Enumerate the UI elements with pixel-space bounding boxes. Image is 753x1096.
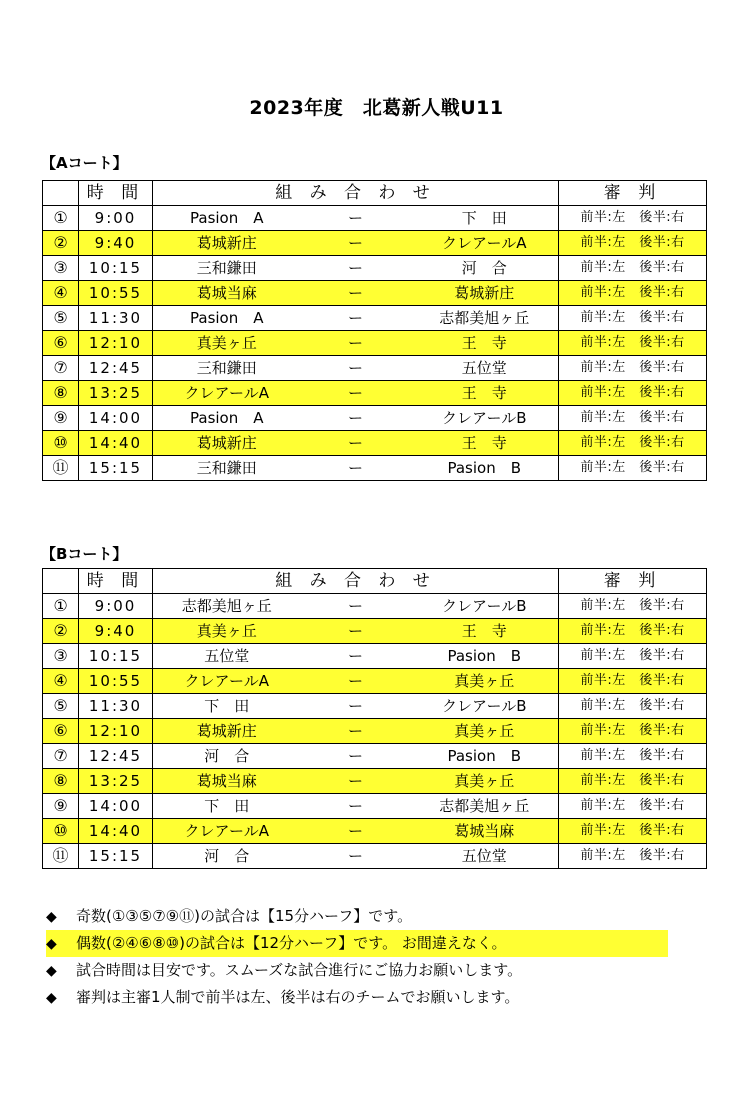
match-number: ② bbox=[43, 231, 79, 256]
header-time: 時 間 bbox=[79, 569, 153, 594]
table-row bbox=[43, 619, 707, 644]
home-team: 河 合 bbox=[153, 844, 301, 869]
diamond-bullet-icon: ◆ bbox=[46, 990, 57, 1006]
diamond-bullet-icon: ◆ bbox=[46, 909, 57, 925]
match-time: 14:40 bbox=[79, 431, 153, 456]
versus-dash: ー bbox=[301, 719, 411, 744]
table-row bbox=[43, 331, 707, 356]
versus-dash: ー bbox=[301, 431, 411, 456]
referee-assignment: 前半:左 後半:右 bbox=[559, 406, 707, 431]
home-team: 葛城新庄 bbox=[153, 431, 301, 456]
note-item bbox=[46, 930, 668, 957]
match-number: ⑥ bbox=[43, 719, 79, 744]
match-time: 14:00 bbox=[79, 794, 153, 819]
away-team: 真美ヶ丘 bbox=[411, 769, 559, 794]
match-number: ⑩ bbox=[43, 819, 79, 844]
header-matchup: 組 み 合 わ せ bbox=[153, 569, 559, 594]
match-time: 12:10 bbox=[79, 331, 153, 356]
note-text: 偶数(②④⑥⑧⑩)の試合は【12分ハーフ】です。 お間違えなく。 bbox=[76, 934, 507, 952]
away-team: 葛城当麻 bbox=[411, 819, 559, 844]
match-number: ⑪ bbox=[43, 456, 79, 481]
referee-assignment: 前半:左 後半:右 bbox=[559, 206, 707, 231]
match-time: 9:40 bbox=[79, 231, 153, 256]
referee-assignment: 前半:左 後半:右 bbox=[559, 431, 707, 456]
match-number: ⑦ bbox=[43, 356, 79, 381]
away-team: 真美ヶ丘 bbox=[411, 719, 559, 744]
table-header-row bbox=[43, 569, 707, 594]
away-team: 葛城新庄 bbox=[411, 281, 559, 306]
referee-assignment: 前半:左 後半:右 bbox=[559, 456, 707, 481]
referee-assignment: 前半:左 後半:右 bbox=[559, 231, 707, 256]
table-row bbox=[43, 306, 707, 331]
header-referee: 審 判 bbox=[559, 569, 707, 594]
table-row bbox=[43, 206, 707, 231]
away-team: クレアールA bbox=[411, 231, 559, 256]
home-team: 志都美旭ヶ丘 bbox=[153, 594, 301, 619]
header-blank-cell bbox=[43, 181, 79, 206]
match-time: 10:55 bbox=[79, 281, 153, 306]
home-team: Pasion A bbox=[153, 206, 301, 231]
referee-assignment: 前半:左 後半:右 bbox=[559, 356, 707, 381]
diamond-bullet-icon: ◆ bbox=[46, 936, 57, 952]
referee-assignment: 前半:左 後半:右 bbox=[559, 669, 707, 694]
court-b-table bbox=[42, 568, 707, 869]
versus-dash: ー bbox=[301, 406, 411, 431]
referee-assignment: 前半:左 後半:右 bbox=[559, 694, 707, 719]
match-number: ④ bbox=[43, 669, 79, 694]
home-team: Pasion A bbox=[153, 406, 301, 431]
table-row bbox=[43, 231, 707, 256]
away-team: 王 寺 bbox=[411, 619, 559, 644]
away-team: 王 寺 bbox=[411, 431, 559, 456]
table-row bbox=[43, 669, 707, 694]
table-row bbox=[43, 794, 707, 819]
away-team: 王 寺 bbox=[411, 381, 559, 406]
home-team: 葛城当麻 bbox=[153, 769, 301, 794]
match-number: ④ bbox=[43, 281, 79, 306]
home-team: 三和鎌田 bbox=[153, 356, 301, 381]
table-row bbox=[43, 281, 707, 306]
match-time: 15:15 bbox=[79, 844, 153, 869]
match-time: 10:55 bbox=[79, 669, 153, 694]
versus-dash: ー bbox=[301, 306, 411, 331]
versus-dash: ー bbox=[301, 206, 411, 231]
table-row bbox=[43, 844, 707, 869]
table-row bbox=[43, 744, 707, 769]
versus-dash: ー bbox=[301, 669, 411, 694]
notes-list bbox=[46, 903, 668, 1011]
home-team: 下 田 bbox=[153, 794, 301, 819]
home-team: 葛城当麻 bbox=[153, 281, 301, 306]
versus-dash: ー bbox=[301, 231, 411, 256]
versus-dash: ー bbox=[301, 794, 411, 819]
versus-dash: ー bbox=[301, 744, 411, 769]
table-row bbox=[43, 381, 707, 406]
match-number: ⑧ bbox=[43, 769, 79, 794]
header-matchup: 組 み 合 わ せ bbox=[153, 181, 559, 206]
versus-dash: ー bbox=[301, 381, 411, 406]
match-number: ① bbox=[43, 206, 79, 231]
versus-dash: ー bbox=[301, 331, 411, 356]
home-team: Pasion A bbox=[153, 306, 301, 331]
match-time: 12:45 bbox=[79, 744, 153, 769]
versus-dash: ー bbox=[301, 644, 411, 669]
home-team: 真美ヶ丘 bbox=[153, 619, 301, 644]
home-team: 葛城新庄 bbox=[153, 719, 301, 744]
match-number: ⑤ bbox=[43, 306, 79, 331]
versus-dash: ー bbox=[301, 256, 411, 281]
referee-assignment: 前半:左 後半:右 bbox=[559, 644, 707, 669]
table-row bbox=[43, 406, 707, 431]
referee-assignment: 前半:左 後半:右 bbox=[559, 769, 707, 794]
header-time: 時 間 bbox=[79, 181, 153, 206]
home-team: 三和鎌田 bbox=[153, 256, 301, 281]
match-number: ⑨ bbox=[43, 406, 79, 431]
away-team: Pasion B bbox=[411, 644, 559, 669]
page-title: 2023年度 北葛新人戦U11 bbox=[249, 97, 504, 119]
away-team: 志都美旭ヶ丘 bbox=[411, 306, 559, 331]
match-time: 15:15 bbox=[79, 456, 153, 481]
home-team: 河 合 bbox=[153, 744, 301, 769]
away-team: クレアールB bbox=[411, 694, 559, 719]
match-number: ① bbox=[43, 594, 79, 619]
away-team: 志都美旭ヶ丘 bbox=[411, 794, 559, 819]
match-time: 11:30 bbox=[79, 694, 153, 719]
table-row bbox=[43, 431, 707, 456]
away-team: 五位堂 bbox=[411, 844, 559, 869]
away-team: 河 合 bbox=[411, 256, 559, 281]
match-time: 14:00 bbox=[79, 406, 153, 431]
versus-dash: ー bbox=[301, 844, 411, 869]
away-team: 下 田 bbox=[411, 206, 559, 231]
court-a-label: 【Aコート】 bbox=[41, 154, 128, 172]
versus-dash: ー bbox=[301, 694, 411, 719]
note-text: 試合時間は目安です。スムーズな試合進行にご協力お願いします。 bbox=[76, 961, 523, 979]
away-team: 五位堂 bbox=[411, 356, 559, 381]
referee-assignment: 前半:左 後半:右 bbox=[559, 306, 707, 331]
court-b-label: 【Bコート】 bbox=[41, 545, 128, 563]
match-number: ⑥ bbox=[43, 331, 79, 356]
referee-assignment: 前半:左 後半:右 bbox=[559, 844, 707, 869]
match-number: ⑧ bbox=[43, 381, 79, 406]
versus-dash: ー bbox=[301, 281, 411, 306]
note-item bbox=[46, 957, 668, 984]
match-time: 12:10 bbox=[79, 719, 153, 744]
versus-dash: ー bbox=[301, 619, 411, 644]
table-row bbox=[43, 769, 707, 794]
table-header-row bbox=[43, 181, 707, 206]
referee-assignment: 前半:左 後半:右 bbox=[559, 794, 707, 819]
away-team: 真美ヶ丘 bbox=[411, 669, 559, 694]
referee-assignment: 前半:左 後半:右 bbox=[559, 619, 707, 644]
match-time: 9:40 bbox=[79, 619, 153, 644]
home-team: 五位堂 bbox=[153, 644, 301, 669]
versus-dash: ー bbox=[301, 819, 411, 844]
home-team: クレアールA bbox=[153, 819, 301, 844]
away-team: Pasion B bbox=[411, 456, 559, 481]
home-team: 葛城新庄 bbox=[153, 231, 301, 256]
match-time: 13:25 bbox=[79, 381, 153, 406]
home-team: クレアールA bbox=[153, 381, 301, 406]
match-number: ③ bbox=[43, 644, 79, 669]
match-time: 10:15 bbox=[79, 644, 153, 669]
table-row bbox=[43, 644, 707, 669]
home-team: 真美ヶ丘 bbox=[153, 331, 301, 356]
away-team: クレアールB bbox=[411, 594, 559, 619]
referee-assignment: 前半:左 後半:右 bbox=[559, 331, 707, 356]
home-team: 下 田 bbox=[153, 694, 301, 719]
referee-assignment: 前半:左 後半:右 bbox=[559, 281, 707, 306]
referee-assignment: 前半:左 後半:右 bbox=[559, 256, 707, 281]
table-row bbox=[43, 594, 707, 619]
match-time: 14:40 bbox=[79, 819, 153, 844]
note-item bbox=[46, 903, 668, 930]
table-row bbox=[43, 256, 707, 281]
table-row bbox=[43, 694, 707, 719]
away-team: 王 寺 bbox=[411, 331, 559, 356]
versus-dash: ー bbox=[301, 356, 411, 381]
referee-assignment: 前半:左 後半:右 bbox=[559, 381, 707, 406]
diamond-bullet-icon: ◆ bbox=[46, 963, 57, 979]
versus-dash: ー bbox=[301, 456, 411, 481]
match-number: ⑦ bbox=[43, 744, 79, 769]
home-team: クレアールA bbox=[153, 669, 301, 694]
note-text: 審判は主審1人制で前半は左、後半は右のチームでお願いします。 bbox=[76, 988, 520, 1006]
note-text: 奇数(①③⑤⑦⑨⑪)の試合は【15分ハーフ】です。 bbox=[76, 907, 413, 925]
match-time: 10:15 bbox=[79, 256, 153, 281]
match-time: 13:25 bbox=[79, 769, 153, 794]
match-time: 9:00 bbox=[79, 206, 153, 231]
table-row bbox=[43, 719, 707, 744]
away-team: Pasion B bbox=[411, 744, 559, 769]
match-number: ⑪ bbox=[43, 844, 79, 869]
away-team: クレアールB bbox=[411, 406, 559, 431]
match-time: 11:30 bbox=[79, 306, 153, 331]
referee-assignment: 前半:左 後半:右 bbox=[559, 744, 707, 769]
note-item bbox=[46, 984, 668, 1011]
referee-assignment: 前半:左 後半:右 bbox=[559, 719, 707, 744]
match-number: ⑩ bbox=[43, 431, 79, 456]
header-referee: 審 判 bbox=[559, 181, 707, 206]
referee-assignment: 前半:左 後半:右 bbox=[559, 594, 707, 619]
home-team: 三和鎌田 bbox=[153, 456, 301, 481]
table-row bbox=[43, 356, 707, 381]
match-number: ⑨ bbox=[43, 794, 79, 819]
match-time: 12:45 bbox=[79, 356, 153, 381]
versus-dash: ー bbox=[301, 594, 411, 619]
match-number: ③ bbox=[43, 256, 79, 281]
referee-assignment: 前半:左 後半:右 bbox=[559, 819, 707, 844]
table-row bbox=[43, 456, 707, 481]
versus-dash: ー bbox=[301, 769, 411, 794]
match-number: ② bbox=[43, 619, 79, 644]
header-blank-cell bbox=[43, 569, 79, 594]
table-row bbox=[43, 819, 707, 844]
court-a-table bbox=[42, 180, 707, 481]
match-time: 9:00 bbox=[79, 594, 153, 619]
match-number: ⑤ bbox=[43, 694, 79, 719]
